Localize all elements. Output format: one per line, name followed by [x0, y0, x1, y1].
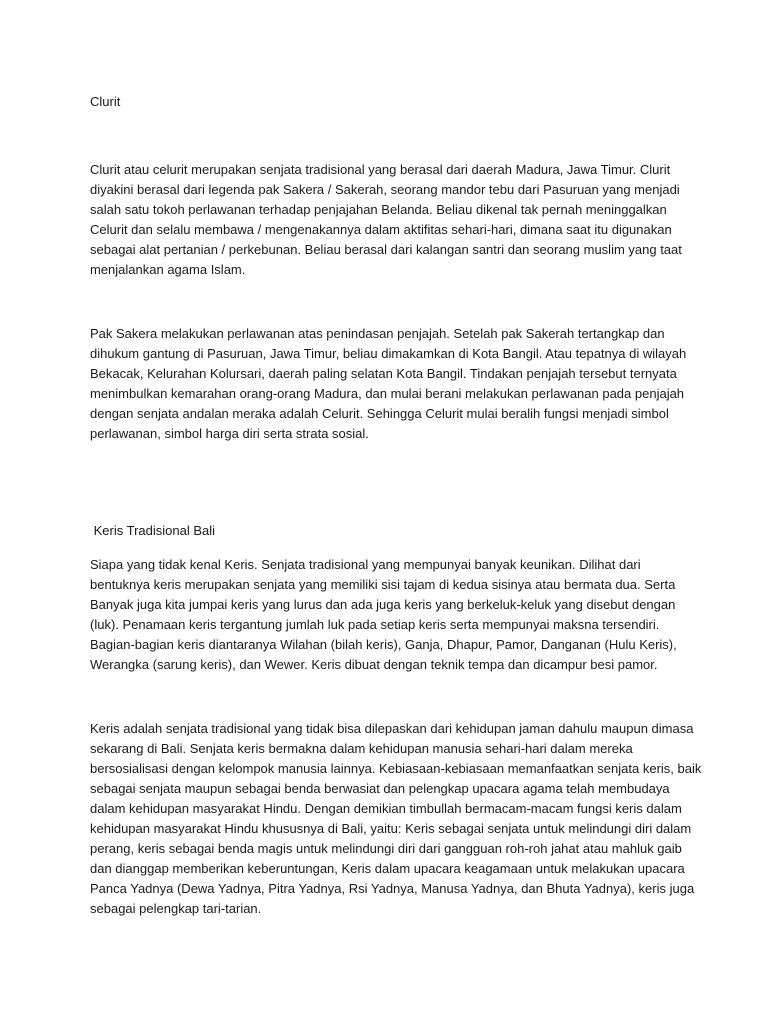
- text-line: Pak Sakera melakukan perlawanan atas penindasan penjajah. Setelah pak Sakerah tertangkap dan: [90, 326, 665, 341]
- text-line: bentuknya keris merupakan senjata yang memiliki sisi tajam di kedua sisinya atau bermata dua. Serta: [90, 577, 676, 592]
- text-line: Clurit atau celurit merupakan senjata tradisional yang berasal dari daerah Madura, Jawa Timur. Clurit: [90, 162, 671, 177]
- section-heading-clurit: Clurit: [90, 94, 121, 109]
- text-line: Bagian-bagian keris diantaranya Wilahan (bilah keris), Ganja, Dhapur, Pamor, Danganan (Hulu Keris),: [90, 637, 677, 652]
- text-line: Siapa yang tidak kenal Keris. Senjata tradisional yang mempunyai banyak keunikan. Dilihat dari: [90, 557, 641, 572]
- text-line: dan dianggap memberikan keberuntungan, Keris dalam upacara keagamaan untuk melakukan upacara: [90, 861, 685, 876]
- text-line: kehidupan masyarakat Hindu khususnya di Bali, yaitu: Keris sebagai senjata untuk melindungi diri dalam: [90, 821, 692, 836]
- text-line: sebagai senjata maupun sebagai benda berwasiat dan pelengkap upacara agama telah membudaya: [90, 781, 670, 796]
- text-line: dengan senjata andalan meraka adalah Celurit. Sehingga Celurit mulai beralih fungsi menjadi simbol: [90, 406, 669, 421]
- text-line: salah satu tokoh perlawanan terhadap penjajahan Belanda. Beliau dikenal tak pernah meninggalkan: [90, 202, 667, 217]
- text-line: menimbulkan kemarahan orang-orang Madura, dan mulai berani melakukan perlawanan pada penjajah: [90, 386, 685, 401]
- text-line: Banyak juga kita jumpai keris yang lurus dan ada juga keris yang berkeluk-keluk yang disebut dengan: [90, 597, 676, 612]
- text-line: sebagai alat pertanian / perkebunan. Beliau berasal dari kalangan santri dan seorang muslim yang taat: [90, 242, 682, 257]
- text-line: bersosialisasi dengan kelompok manusia lainnya. Kebiasaan-kebiasaan memanfaatkan senjata keris, baik: [90, 761, 702, 776]
- text-line: dalam kehidupan masyarakat Hindu. Dengan demikian timbullah bermacam-macam fungsi keris dalam: [90, 801, 682, 816]
- text-line: sebagai pelengkap tari-tarian.: [90, 901, 262, 916]
- text-line: dihukum gantung di Pasuruan, Jawa Timur, beliau dimakamkan di Kota Bangil. Atau tepatnya di wilayah: [90, 346, 687, 361]
- text-line: perlawanan, simbol harga diri serta strata sosial.: [90, 426, 369, 441]
- text-line: sekarang di Bali. Senjata keris bermakna dalam kehidupan manusia sehari-hari dalam mereka: [90, 741, 633, 756]
- section-heading-keris: Keris Tradisional Bali: [90, 523, 215, 538]
- text-line: diyakini berasal dari legenda pak Sakera / Sakerah, seorang mandor tebu dari Pasuruan yang menjadi: [90, 182, 680, 197]
- text-line: Keris adalah senjata tradisional yang tidak bisa dilepaskan dari kehidupan jaman dahulu maupun dimasa: [90, 721, 694, 736]
- text-line: perang, keris sebagai benda magis untuk melindungi diri dari gangguan roh-roh jahat atau mahluk gaib: [90, 841, 682, 856]
- text-line: Celurit dan selalu membawa / mengenakannya dalam aktifitas sehari-hari, dimana saat itu digunakan: [90, 222, 672, 237]
- text-line: Panca Yadnya (Dewa Yadnya, Pitra Yadnya, Rsi Yadnya, Manusa Yadnya, dan Bhuta Yadnya), keris juga: [90, 881, 695, 896]
- text-line: menjalankan agama Islam.: [90, 262, 246, 277]
- text-line: (luk). Penamaan keris tergantung jumlah luk pada setiap keris serta mempunyai maksna tersendiri.: [90, 617, 660, 632]
- text-line: Bekacak, Kelurahan Kolursari, daerah paling selatan Kota Bangil. Tindakan penjajah tersebut ternyata: [90, 366, 677, 381]
- text-line: Werangka (sarung keris), dan Wewer. Keris dibuat dengan teknik tempa dan dicampur besi pamor.: [90, 657, 658, 672]
